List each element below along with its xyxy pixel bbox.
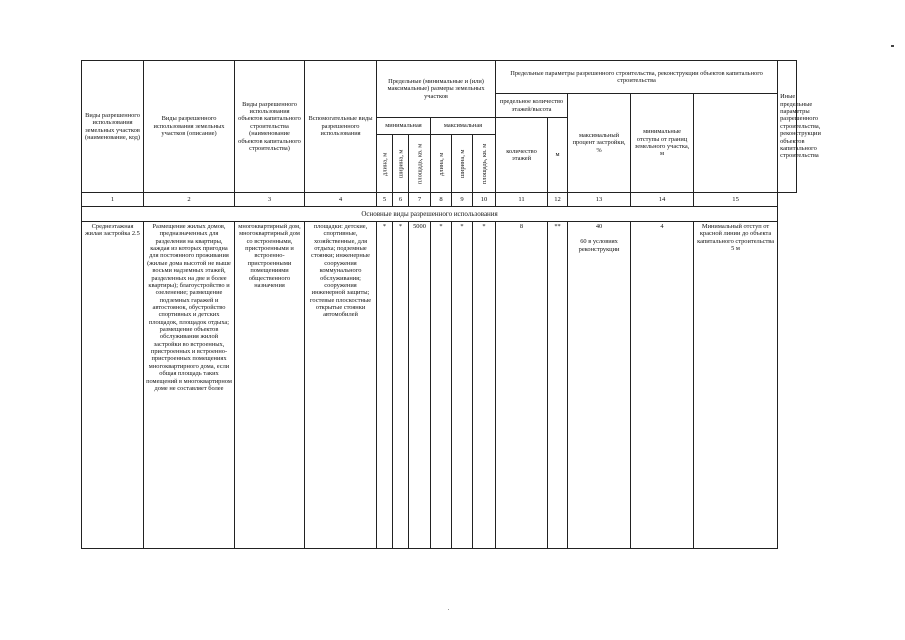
col-num: 4 <box>305 193 377 207</box>
col-num: 13 <box>568 193 631 207</box>
row-min-width: * <box>393 222 409 549</box>
row-permitted-use: Размещение жилых домов, предназначенных для разделения на квартиры, каждая из которых пригодна для постоянного проживания (жилые дома высотой не выше восьми надземных этажей, разделенных на две и более квартиры); благоустройство и озеленение; размещение подземных гаражей и автостоянок, обустройство спортивных и детских площадок, площадок отдыха; размещение объектов обслуживания жилой застройки во встроенных, пристроенных и встроенно-пристроенных помещениях многоквартирного дома, если общая площадь таких помещений в многоквартирном доме не составляет более <box>144 222 235 549</box>
header-build-params: Предельные параметры разрешенного строительства, реконструкции объектов капитального строительства <box>496 61 778 94</box>
col-num: 2 <box>144 193 235 207</box>
row-height: ** <box>548 222 568 549</box>
header-plot-sizes: Предельные (минимальные и (или) максимальные) размеры земельных участков <box>377 61 496 118</box>
header-minimum: минимальная <box>377 118 431 135</box>
header-min-width: ширина, м <box>393 135 409 193</box>
col-num: 1 <box>82 193 144 207</box>
header-min-area: площадь, кв. м <box>409 135 431 193</box>
col-num: 14 <box>631 193 694 207</box>
row-max-area: * <box>473 222 496 549</box>
row-max-length: * <box>431 222 452 549</box>
header-max-length: длина, м <box>431 135 452 193</box>
col-num: 10 <box>473 193 496 207</box>
col-num: 6 <box>393 193 409 207</box>
header-min-length: длина, м <box>377 135 393 193</box>
header-permitted-use: Виды разрешенного использования земельных участков (описание) <box>144 61 235 193</box>
row-coverage-note: 60 в условиях реконструкции <box>578 238 620 253</box>
header-other-params: Иные предельные параметры разрешенного строительства, реконструкции объектов капитального строительства <box>778 61 797 193</box>
col-num: 15 <box>694 193 778 207</box>
col-num: 7 <box>409 193 431 207</box>
header-max-width: ширина, м <box>452 135 473 193</box>
header-zone-types: Виды разрешенного использования земельных участков (наименование, код) <box>82 61 144 193</box>
col-num: 3 <box>235 193 305 207</box>
header-capital-objects: Виды разрешенного использования объектов капитального строительства (наименование объектов капитального строительства) <box>235 61 305 193</box>
row-other: Минимальный отступ от красной линии до объекта капитального строительства 5 м <box>694 222 778 549</box>
section-title: Основные виды разрешенного использования <box>82 207 778 222</box>
row-setback: 4 <box>631 222 694 549</box>
col-num: 12 <box>548 193 568 207</box>
col-num: 9 <box>452 193 473 207</box>
row-max-width: * <box>452 222 473 549</box>
header-max-coverage: максимальный процент застройки, % <box>568 94 631 193</box>
column-numbers-row <box>82 193 797 207</box>
header-auxiliary-use: Вспомогательные виды разрешенного использования <box>305 61 377 193</box>
header-meters: м <box>548 118 568 193</box>
row-capital-objects: многоквартирный дом, многоквартирный дом со встроенными, пристроенными и встроенно-пристроенными помещениями общественного назначения <box>235 222 305 549</box>
col-num: 5 <box>377 193 393 207</box>
row-coverage-value: 40 <box>595 223 603 230</box>
header-maximum: максимальная <box>431 118 496 135</box>
row-min-area: 5000 <box>409 222 431 549</box>
row-min-length: * <box>377 222 393 549</box>
row-coverage <box>568 222 631 549</box>
land-use-table <box>81 60 821 549</box>
scan-speck <box>448 609 449 610</box>
col-num: 8 <box>431 193 452 207</box>
row-auxiliary: площадки: детские, спортивные, хозяйственные, для отдыха; подземные стоянки; инженерные сооружения коммунального обслуживания; сооружения инженерной защиты; гостевые плоскостные открытые стоянки автомобилей <box>305 222 377 549</box>
header-min-setback: минимальные отступы от границ земельного участка, м <box>631 94 694 193</box>
col-num: 11 <box>496 193 548 207</box>
row-floors: 8 <box>496 222 548 549</box>
header-max-area: площадь, кв. м <box>473 135 496 193</box>
header-floor-count: количество этажей <box>496 118 548 193</box>
table-row <box>82 222 797 549</box>
row-zone: Среднеэтажная жилая застройка 2.5 <box>82 222 144 549</box>
header-max-floors: предельное количество этажей/высота <box>496 94 568 118</box>
scan-mark <box>891 45 894 47</box>
